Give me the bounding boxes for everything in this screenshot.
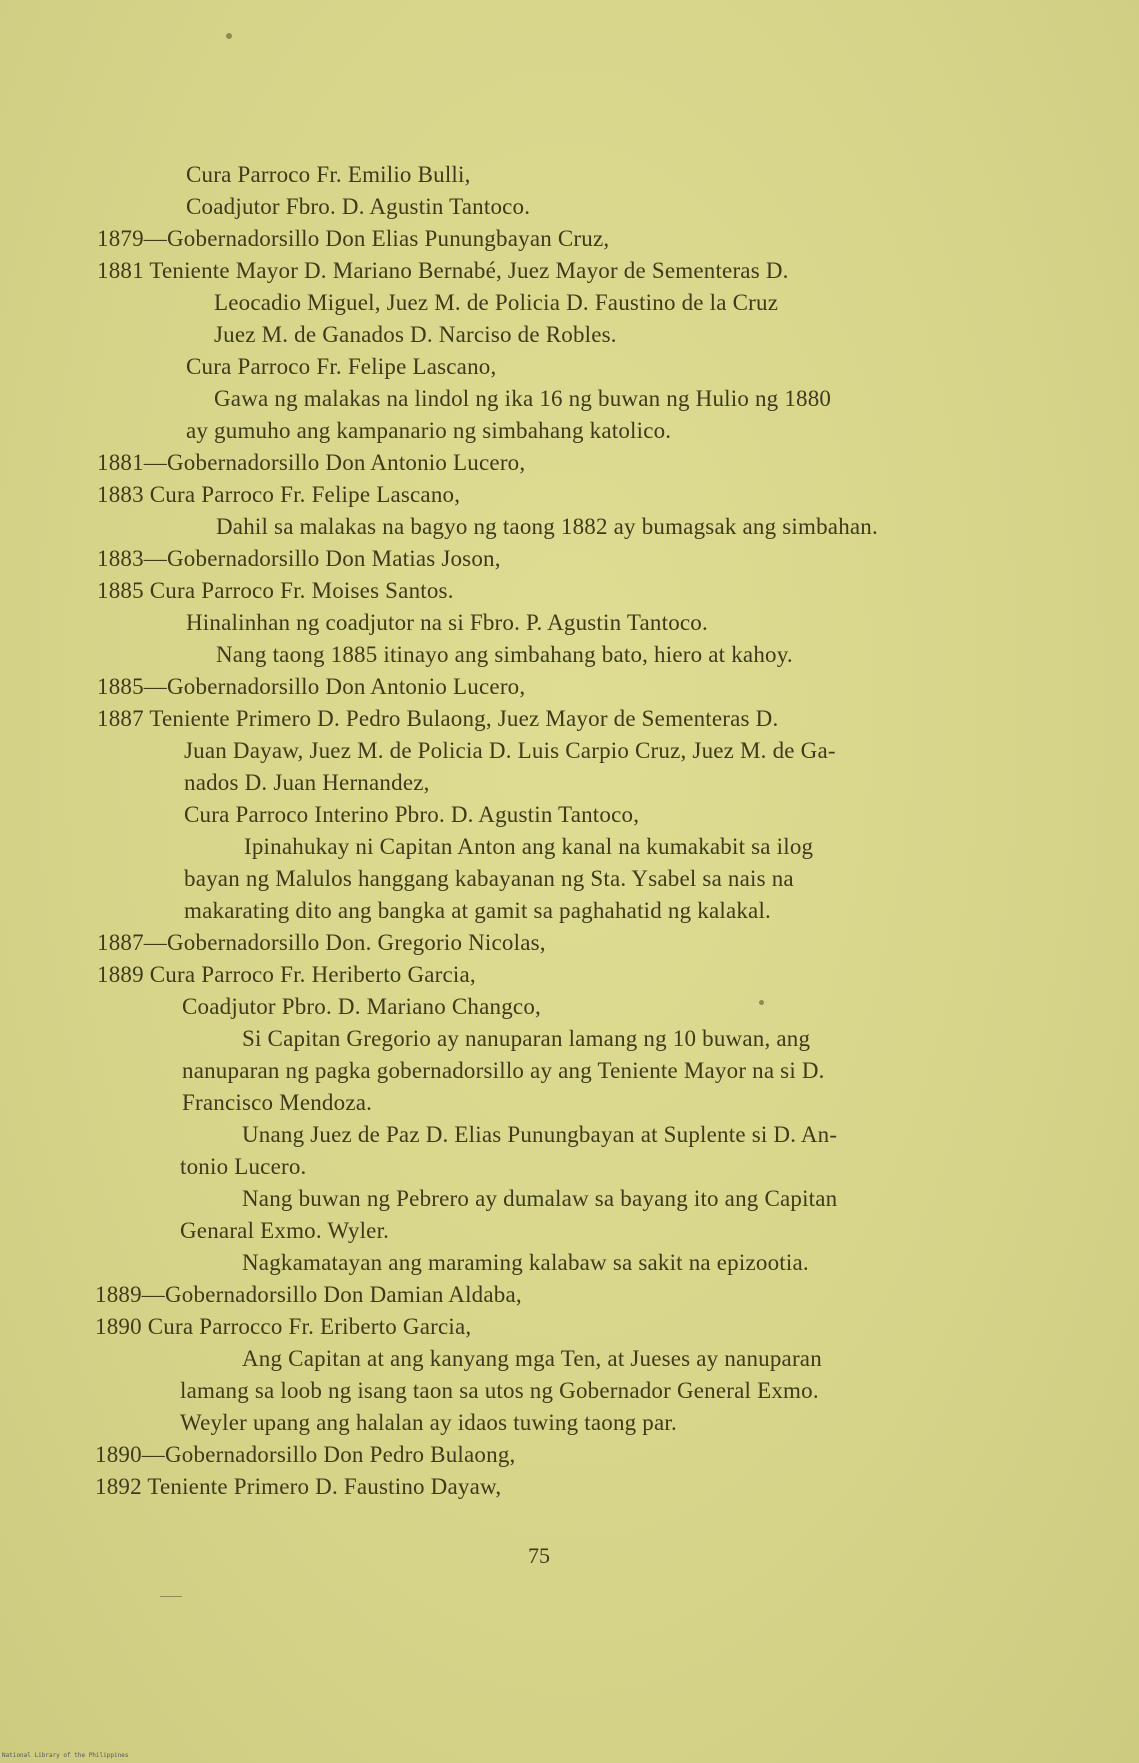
text-line: 1881 Teniente Mayor D. Mariano Bernabé, Juez Mayor de Sementeras D.	[97, 258, 789, 283]
text-line: 1883—Gobernadorsillo Don Matias Joson,	[97, 546, 501, 571]
text-line: Ipinahukay ni Capitan Anton ang kanal na kumakabit sa ilog	[244, 834, 814, 859]
text-line: 1890—Gobernadorsillo Don Pedro Bulaong,	[95, 1442, 516, 1467]
text-line: Juan Dayaw, Juez M. de Policia D. Luis Carpio Cruz, Juez M. de Ga-	[184, 738, 836, 763]
text-line: Gawa ng malakas na lindol ng ika 16 ng buwan ng Hulio ng 1880	[214, 386, 832, 411]
text-line: 1885 Cura Parroco Fr. Moises Santos.	[97, 578, 454, 603]
text-line: Cura Parroco Fr. Emilio Bulli,	[186, 162, 471, 187]
text-line: Nang buwan ng Pebrero ay dumalaw sa bayang ito ang Capitan	[242, 1186, 838, 1211]
ink-speck	[759, 1000, 764, 1005]
text-line: Ang Capitan at ang kanyang mga Ten, at Jueses ay nanuparan	[242, 1346, 822, 1371]
text-line: 1881—Gobernadorsillo Don Antonio Lucero,	[97, 450, 526, 475]
text-line: 1889 Cura Parroco Fr. Heriberto Garcia,	[97, 962, 476, 987]
text-line: lamang sa loob ng isang taon sa utos ng Gobernador General Exmo.	[180, 1378, 819, 1403]
ink-mark	[160, 1596, 182, 1597]
text-line: 1883 Cura Parroco Fr. Felipe Lascano,	[97, 482, 461, 507]
footer-credit: National Library of the Philippines	[2, 1752, 129, 1759]
text-line: Nang taong 1885 itinayo ang simbahang bato, hiero at kahoy.	[216, 642, 793, 667]
text-line: 1887 Teniente Primero D. Pedro Bulaong, Juez Mayor de Sementeras D.	[97, 706, 779, 731]
text-line: Cura Parroco Interino Pbro. D. Agustin Tantoco,	[184, 802, 640, 827]
text-line: Coadjutor Fbro. D. Agustin Tantoco.	[186, 194, 531, 219]
text-line: 1890 Cura Parrocco Fr. Eriberto Garcia,	[95, 1314, 472, 1339]
text-line: 1885—Gobernadorsillo Don Antonio Lucero,	[97, 674, 526, 699]
text-line: 1889—Gobernadorsillo Don Damian Aldaba,	[95, 1282, 522, 1307]
text-line: nanuparan ng pagka gobernadorsillo ay ang Teniente Mayor na si D.	[182, 1058, 825, 1083]
ink-speck	[226, 33, 232, 39]
text-line: tonio Lucero.	[180, 1154, 307, 1179]
text-line: Si Capitan Gregorio ay nanuparan lamang ng 10 buwan, ang	[242, 1026, 811, 1051]
text-line: Cura Parroco Fr. Felipe Lascano,	[186, 354, 497, 379]
text-line: makarating dito ang bangka at gamit sa paghahatid ng kalakal.	[184, 898, 772, 923]
text-line: Weyler upang ang halalan ay idaos tuwing taong par.	[180, 1410, 677, 1435]
text-line: nados D. Juan Hernandez,	[184, 770, 430, 795]
text-line: 1892 Teniente Primero D. Faustino Dayaw,	[95, 1474, 502, 1499]
text-line: Francisco Mendoza.	[182, 1090, 373, 1115]
text-line: 1887—Gobernadorsillo Don. Gregorio Nicolas,	[97, 930, 546, 955]
text-line: Hinalinhan ng coadjutor na si Fbro. P. Agustin Tantoco.	[186, 610, 708, 635]
page-number: 75	[528, 1543, 550, 1568]
text-line: Dahil sa malakas na bagyo ng taong 1882 ay bumagsak ang simbahan.	[216, 514, 878, 539]
text-line: Leocadio Miguel, Juez M. de Policia D. Faustino de la Cruz	[214, 290, 779, 315]
text-line: Nagkamatayan ang maraming kalabaw sa sakit na epizootia.	[242, 1250, 809, 1275]
text-line: Genaral Exmo. Wyler.	[180, 1218, 390, 1243]
text-line: bayan ng Malulos hanggang kabayanan ng Sta. Ysabel sa nais na	[184, 866, 794, 891]
text-line: ay gumuho ang kampanario ng simbahang katolico.	[186, 418, 672, 443]
text-line: Juez M. de Ganados D. Narciso de Robles.	[214, 322, 617, 347]
text-line: 1879—Gobernadorsillo Don Elias Punungbayan Cruz,	[97, 226, 610, 251]
text-line: Coadjutor Pbro. D. Mariano Changco,	[182, 994, 541, 1019]
text-line: Unang Juez de Paz D. Elias Punungbayan at Suplente si D. An-	[242, 1122, 838, 1147]
